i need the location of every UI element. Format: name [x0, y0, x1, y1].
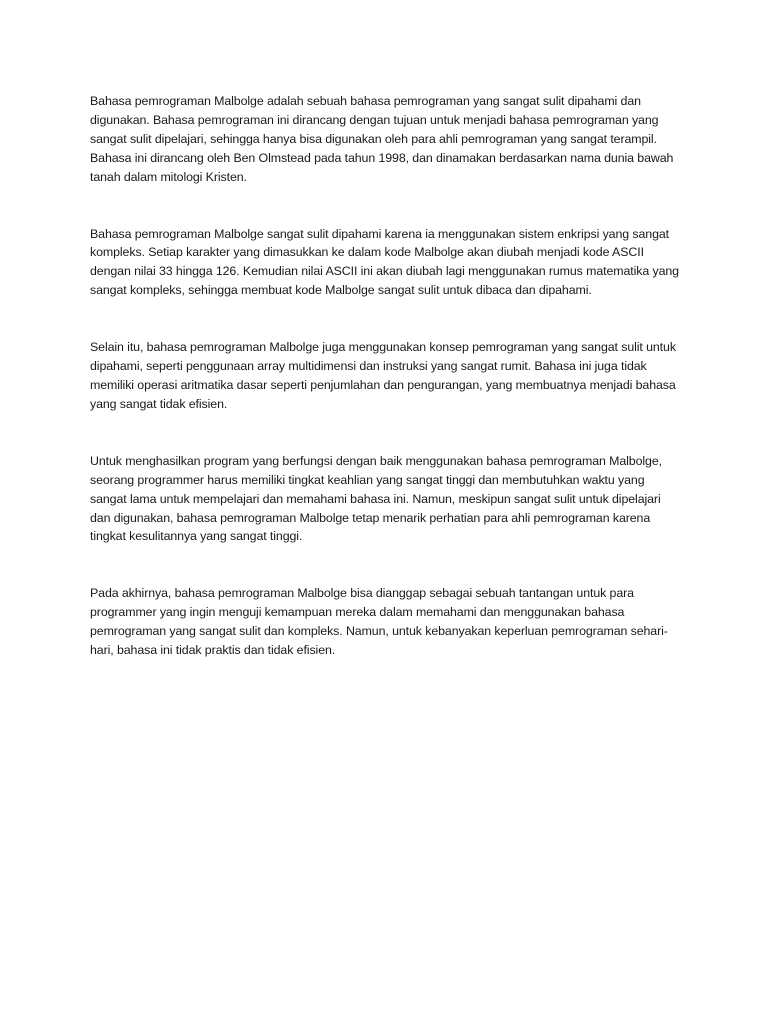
paragraph-2: Bahasa pemrograman Malbolge sangat sulit dipahami karena ia menggunakan sistem enkripsi yang sangat kompleks. Setiap karakter yang dimasukkan ke dalam kode Malbolge akan diubah menjadi kode ASCII dengan nilai 33 hingga 126. Kemudian nilai ASCII ini akan diubah lagi menggunakan rumus matematika yang sangat kompleks, sehingga membuat kode Malbolge sangat sulit untuk dibaca dan dipahami. [90, 226, 679, 298]
paragraph-5: Pada akhirnya, bahasa pemrograman Malbolge bisa dianggap sebagai sebuah tantangan untuk para programmer yang ingin menguji kemampuan mereka dalam memahami dan menggunakan bahasa pemrograman yang sangat sulit dan kompleks. Namun, untuk kebanyakan keperluan pemrograman sehari-hari, bahasa ini tidak praktis dan tidak efisien. [90, 586, 668, 658]
document-body [90, 92, 680, 698]
paragraph-1: Bahasa pemrograman Malbolge adalah sebuah bahasa pemrograman yang sangat sulit dipahami dan digunakan. Bahasa pemrograman ini dirancang dengan tujuan untuk menjadi bahasa pemrograman yang sangat sulit dipelajari, sehingga hanya bisa digunakan oleh para ahli pemrograman yang sangat terampil. Bahasa ini dirancang oleh Ben Olmstead pada tahun 1998, dan dinamakan berdasarkan nama dunia bawah tanah dalam mitologi Kristen. [90, 94, 674, 184]
paragraph-3: Selain itu, bahasa pemrograman Malbolge juga menggunakan konsep pemrograman yang sangat sulit untuk dipahami, seperti penggunaan array multidimensi dan instruksi yang sangat rumit. Bahasa ini juga tidak memiliki operasi aritmatika dasar seperti penjumlahan dan pengurangan, yang membuatnya menjadi bahasa yang sangat tidak efisien. [90, 340, 676, 411]
paragraph-4: Untuk menghasilkan program yang berfungsi dengan baik menggunakan bahasa pemrograman Malbolge, seorang programmer harus memiliki tingkat keahlian yang sangat tinggi dan membutuhkan waktu yang sangat lama untuk mempelajari dan memahami bahasa ini. Namun, meskipun sangat sulit untuk dipelajari dan digunakan, bahasa pemrograman Malbolge tetap menarik perhatian para ahli pemrograman karena tingkat kesulitannya yang sangat tinggi. [90, 453, 662, 544]
